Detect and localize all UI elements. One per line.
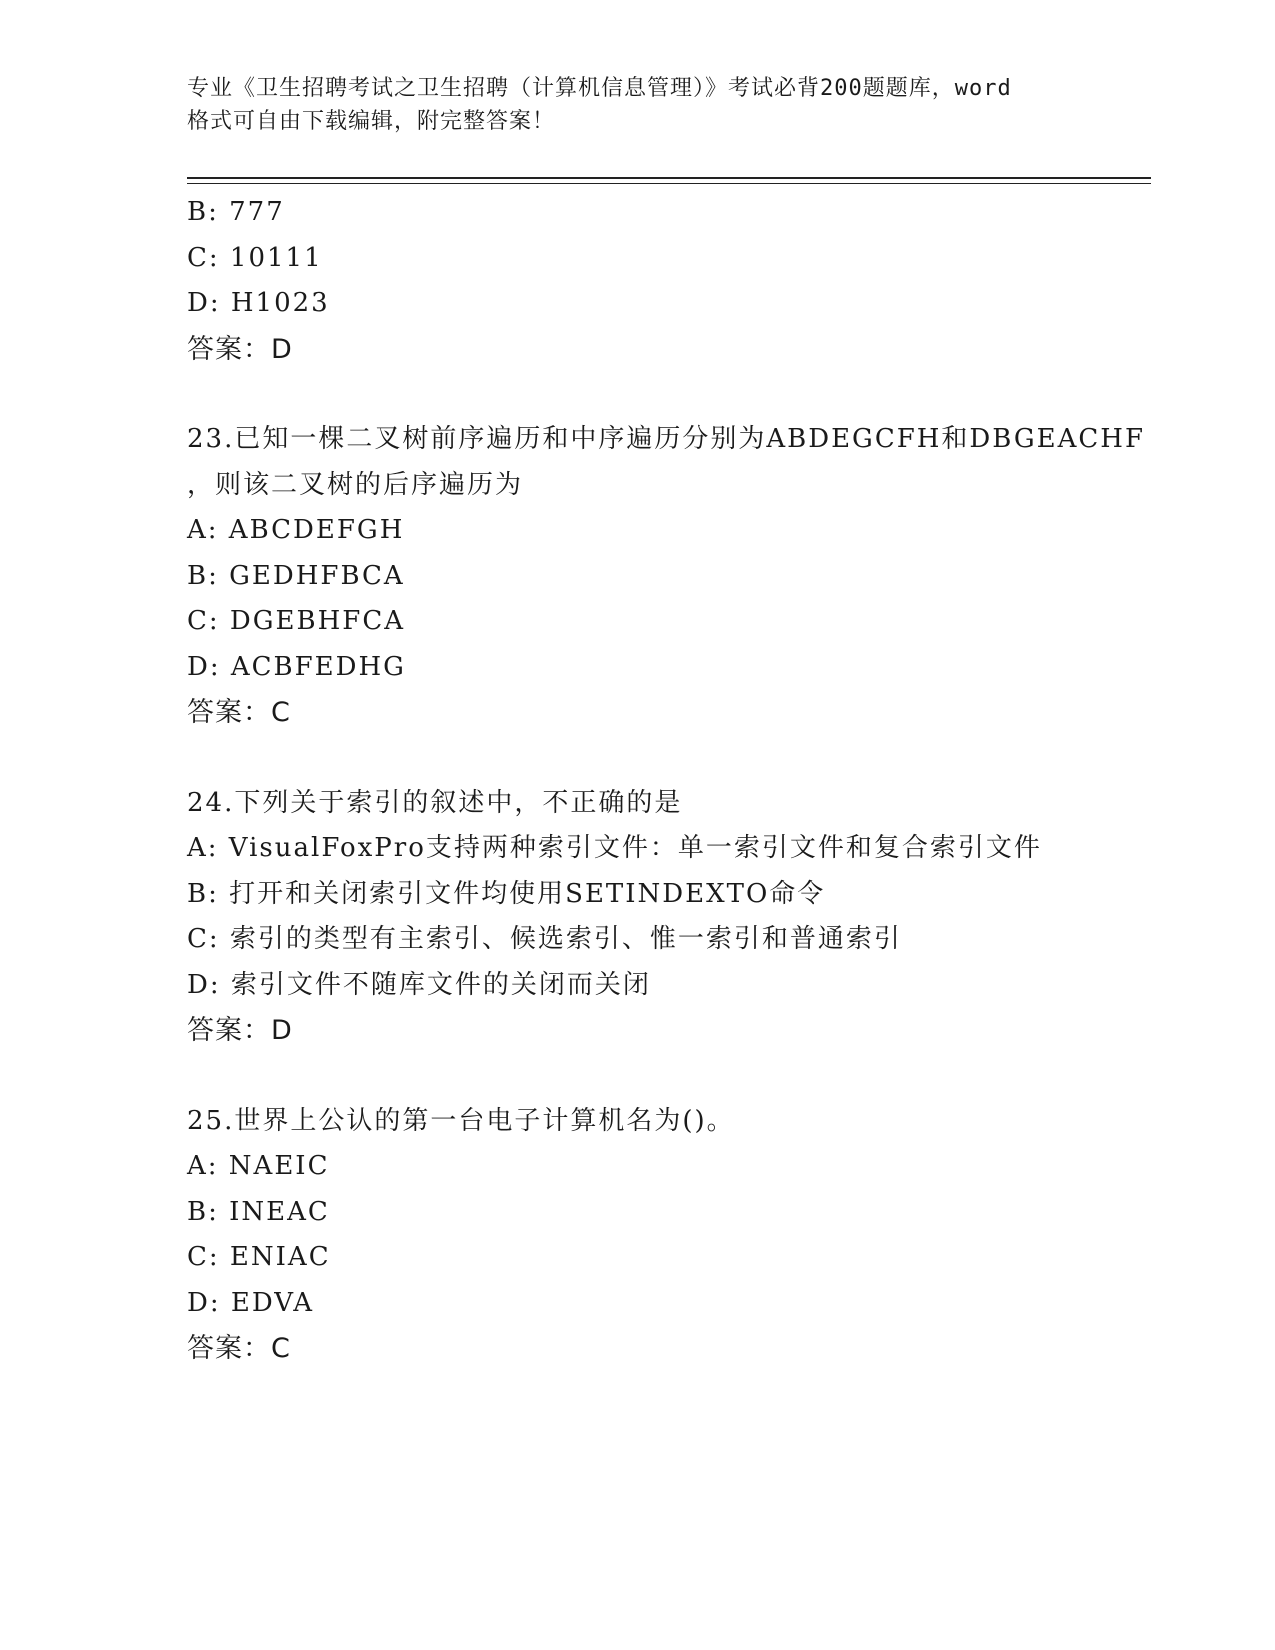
header-divider-thick: [187, 177, 1151, 179]
q25-option-a: A: NAEIC: [187, 1151, 330, 1181]
document-header: [187, 72, 1087, 138]
question-content: [187, 190, 1151, 1372]
q24-option-d: D: 索引文件不随库文件的关闭而关闭: [187, 969, 651, 1000]
q25-option-c: C: ENIAC: [187, 1242, 331, 1272]
q24-option-b: B: 打开和关闭索引文件均使用SETINDEXTO命令: [187, 878, 826, 909]
q25-stem: 25.世界上公认的第一台电子计算机名为()。: [187, 1105, 735, 1136]
header-line-1: 专业《卫生招聘考试之卫生招聘（计算机信息管理）》考试必背200题题库，word: [187, 76, 1012, 101]
q23-option-a: A: ABCDEFGH: [187, 515, 405, 545]
q22-option-b: B: 777: [187, 197, 285, 227]
header-line-2: 格式可自由下载编辑，附完整答案！: [187, 109, 556, 134]
question-25: [187, 1099, 1151, 1372]
q23-stem-line-2: ，则该二叉树的后序遍历为: [187, 469, 524, 500]
q24-option-a: A: VisualFoxPro支持两种索引文件：单一索引文件和复合索引文件: [187, 833, 1042, 863]
q25-option-d: D: EDVA: [187, 1287, 315, 1318]
q23-option-b: B: GEDHFBCA: [187, 560, 405, 591]
q25-answer: 答案：C: [187, 1333, 291, 1364]
q23-stem-line-1: 23.已知一棵二叉树前序遍历和中序遍历分别为ABDEGCFH和DBGEACHF: [187, 424, 1146, 454]
question-24: [187, 781, 1151, 1054]
q22-option-d: D: H1023: [187, 288, 330, 318]
q23-option-c: C: DGEBHFCA: [187, 606, 406, 636]
spacer: [187, 1054, 1151, 1099]
q24-option-c: C: 索引的类型有主索引、候选索引、惟一索引和普通索引: [187, 924, 902, 954]
question-22-tail: [187, 190, 1151, 372]
question-23: [187, 417, 1151, 736]
q24-stem: 24.下列关于索引的叙述中，不正确的是: [187, 787, 683, 818]
spacer: [187, 372, 1151, 417]
q22-answer: 答案：D: [187, 333, 293, 365]
q25-option-b: B: INEAC: [187, 1196, 330, 1227]
header-divider-thin: [187, 183, 1151, 184]
q22-option-c: C: 10111: [187, 242, 323, 273]
q23-answer: 答案：C: [187, 697, 291, 728]
spacer: [187, 736, 1151, 781]
q23-option-d: D: ACBFEDHG: [187, 651, 406, 682]
q24-answer: 答案：D: [187, 1015, 293, 1046]
